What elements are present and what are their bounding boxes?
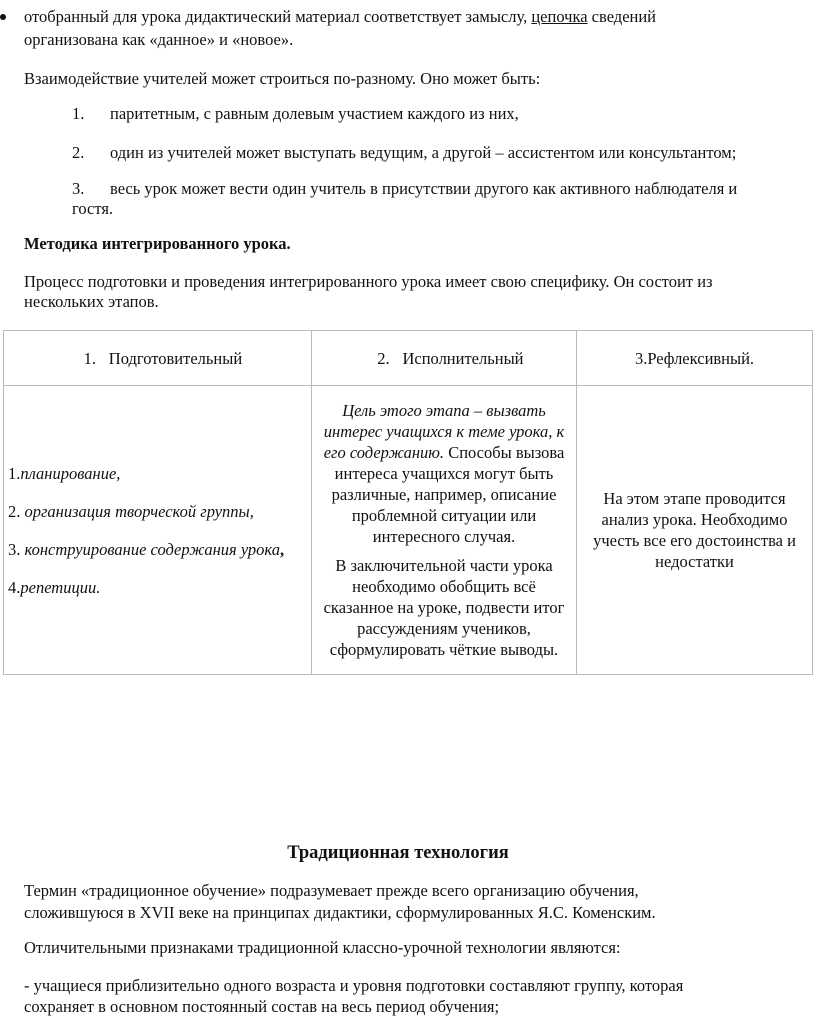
header-preparatory (4, 331, 312, 386)
list-text-continuation: гостя. (72, 199, 114, 218)
bullet-text (24, 6, 800, 27)
header-label: 3.Рефлексивный. (634, 348, 755, 368)
traditional-title: Традиционная технология (287, 843, 509, 863)
reflexive-cell (577, 386, 813, 675)
reflexive-text: На этом этапе проводится анализ урока. Необходимо учесть все его достоинства и недостатки (593, 489, 796, 571)
table-row (4, 386, 813, 675)
list-number: 2. (72, 143, 85, 162)
list-item (72, 178, 737, 199)
header-label: Подготовительный (108, 348, 243, 368)
method-paragraph-line1: Процесс подготовки и проведения интегрированного урока имеет свою специфику. Он состоит из (24, 272, 713, 291)
feature-line1: - учащиеся приблизительно одного возраста и уровня подготовки составляют группу, которая (24, 976, 684, 995)
list-text: весь урок может вести один учитель в присутствии другого как активного наблюдателя и (110, 179, 738, 198)
step-number: 1. (8, 463, 21, 483)
stage-step (8, 501, 305, 522)
step-text: конструирование содержания урока (24, 539, 280, 559)
header-number: 2. (377, 348, 390, 368)
term-paragraph-line2: сложившуюся в XVII веке на принципах дидактики, сформулированных Я.С. Коменским. (24, 903, 656, 922)
list-number: 1. (72, 104, 85, 123)
feature-line2: сохраняет в основном постоянный состав на весь период обучения; (24, 997, 500, 1016)
bullet-text-line2: организована как «данное» и «новое». (24, 30, 294, 49)
table-header-row (4, 331, 813, 386)
section-heading: Методика интегрированного урока. (24, 234, 291, 253)
stages-table (3, 330, 813, 675)
step-number: 4. (8, 577, 21, 597)
executive-para1 (318, 400, 570, 547)
step-number: 3. (8, 539, 25, 559)
list-text: один из учителей может выступать ведущим, а другой – ассистентом или консультантом; (110, 143, 737, 162)
features-paragraph: Отличительными признаками традиционной классно-урочной технологии являются: (24, 938, 621, 957)
executive-para2: В заключительной части урока необходимо обобщить всё сказанное на уроке, подвести итог рассуждениям учеников, сформулировать чёткие выводы. (323, 556, 565, 659)
step-tail: , (279, 539, 285, 559)
bullet-icon (0, 14, 6, 20)
executive-cell (312, 386, 577, 675)
text: сведений (587, 7, 657, 26)
header-executive (312, 331, 577, 386)
list-number: 3. (72, 179, 85, 198)
methods-text: Способы вызова интереса учащихся могут быть различные, например, описание проблемной ситуации или интересного случая. (331, 443, 565, 546)
preparatory-cell (4, 386, 312, 675)
list-item (72, 103, 519, 124)
step-number: 2. (8, 501, 25, 521)
interaction-paragraph: Взаимодействие учителей может строиться по-разному. Оно может быть: (24, 69, 541, 88)
step-text: организация творческой группы, (24, 501, 254, 521)
goal-text: Цель этого этапа – вызвать интерес учащихся к теме урока, к его содержанию. (323, 401, 565, 462)
bullet-item (0, 6, 800, 50)
stage-step (8, 463, 305, 484)
header-number: 1. (83, 348, 96, 368)
text: отобранный для урока дидактический материал соответствует замыслу, (24, 7, 532, 26)
stage-step (8, 539, 305, 560)
list-item (72, 142, 736, 163)
term-paragraph-line1: Термин «традиционное обучение» подразумевает прежде всего организацию обучения, (24, 881, 639, 900)
header-reflexive (577, 331, 813, 386)
stage-step (8, 577, 305, 598)
header-label: Исполнительный (402, 348, 524, 368)
step-text: репетиции. (20, 577, 101, 597)
list-text: паритетным, с равным долевым участием каждого из них, (110, 104, 519, 123)
method-paragraph-line2: нескольких этапов. (24, 292, 159, 311)
chain-link[interactable]: цепочка (531, 7, 588, 26)
step-text: планирование, (20, 463, 121, 483)
